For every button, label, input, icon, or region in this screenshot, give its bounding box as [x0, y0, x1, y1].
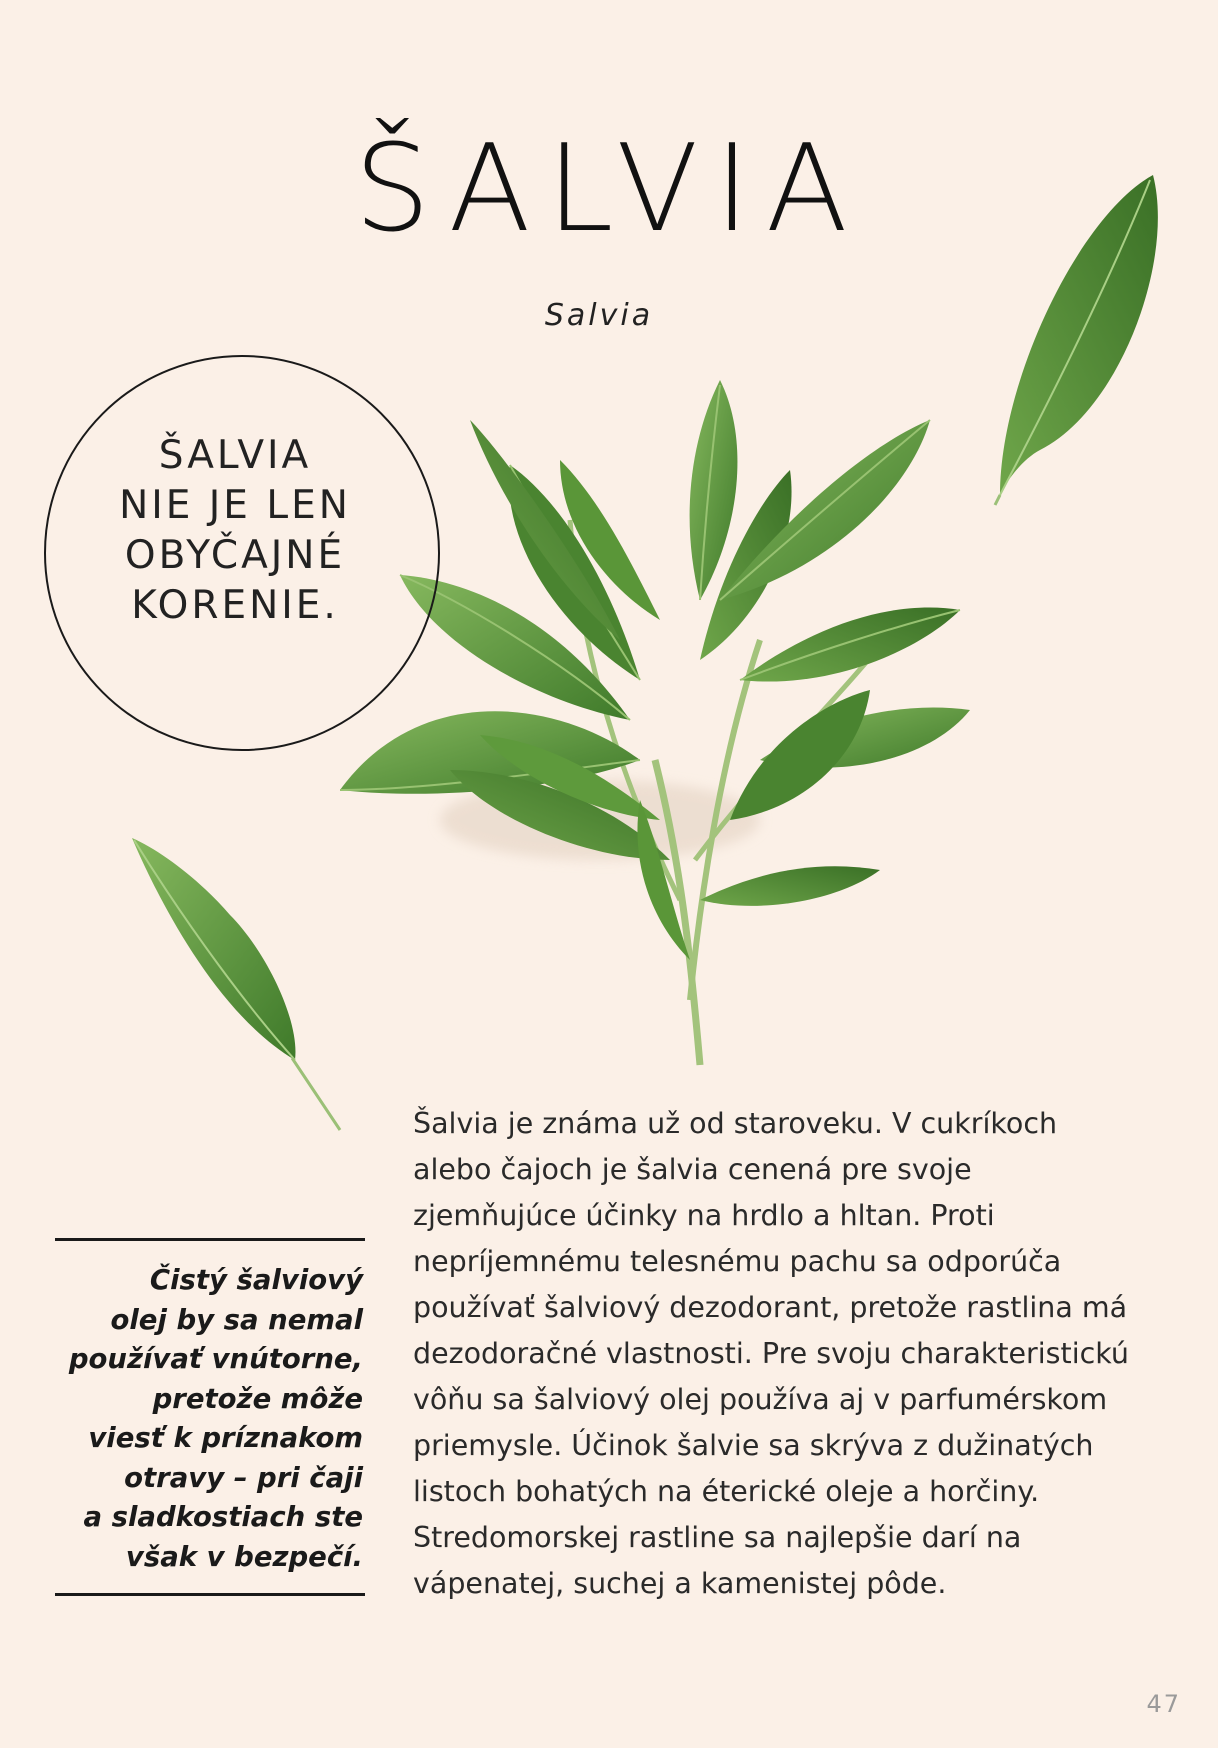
body-line: alebo čajoch je šalvia cenená pre svoje: [413, 1153, 972, 1186]
body-line: používať šalviový dezodorant, pretože rastlina má: [413, 1291, 1128, 1324]
body-line: Stredomorskej rastline sa najlepšie darí na: [413, 1521, 1022, 1554]
page-subtitle: Salvia: [544, 298, 654, 333]
sage-bunch-icon: [340, 380, 970, 1065]
page-title: ŠALVIA: [354, 120, 864, 259]
body-line: Šalvia je známa už od staroveku. V cukríkoch: [413, 1107, 1058, 1140]
body-paragraph: [413, 1101, 1133, 1607]
quote-circle: [44, 355, 440, 751]
note-line: Čistý šalviový: [149, 1264, 363, 1296]
body-line: listoch bohatých na éterické oleje a horčiny.: [413, 1475, 1040, 1508]
body-line: priemysle. Účinok šalvie sa skrýva z dužinatých: [413, 1429, 1094, 1462]
circle-line: KORENIE.: [131, 583, 339, 628]
note-line: však v bezpečí.: [125, 1540, 363, 1573]
note-line: olej by sa nemal: [110, 1303, 363, 1336]
circle-line: OBYČAJNÉ: [124, 533, 346, 578]
body-line: dezodoračné vlastnosti. Pre svoju charakteristickú: [413, 1337, 1129, 1370]
circle-line: ŠALVIA: [158, 433, 312, 478]
note-line: pretože môže: [152, 1382, 363, 1415]
warning-note: [55, 1238, 365, 1596]
note-line: a sladkostiach ste: [83, 1501, 363, 1533]
body-line: nepríjemnému telesnému pachu sa odporúča: [413, 1245, 1062, 1278]
sage-leaf-icon: [132, 838, 340, 1130]
circle-quote-text: [119, 431, 351, 631]
page-number: 47: [1146, 1690, 1181, 1718]
circle-line: NIE JE LEN: [119, 483, 351, 528]
body-line: vôňu sa šalviový olej používa aj v parfumérskom: [413, 1383, 1108, 1416]
body-line: zjemňujúce účinky na hrdlo a hltan. Proti: [413, 1199, 995, 1232]
body-line: vápenatej, suchej a kamenistej pôde.: [413, 1567, 947, 1600]
note-line: otravy – pri čaji: [124, 1461, 363, 1494]
note-line: viesť k príznakom: [88, 1422, 363, 1454]
note-line: používať vnútorne,: [68, 1343, 363, 1375]
